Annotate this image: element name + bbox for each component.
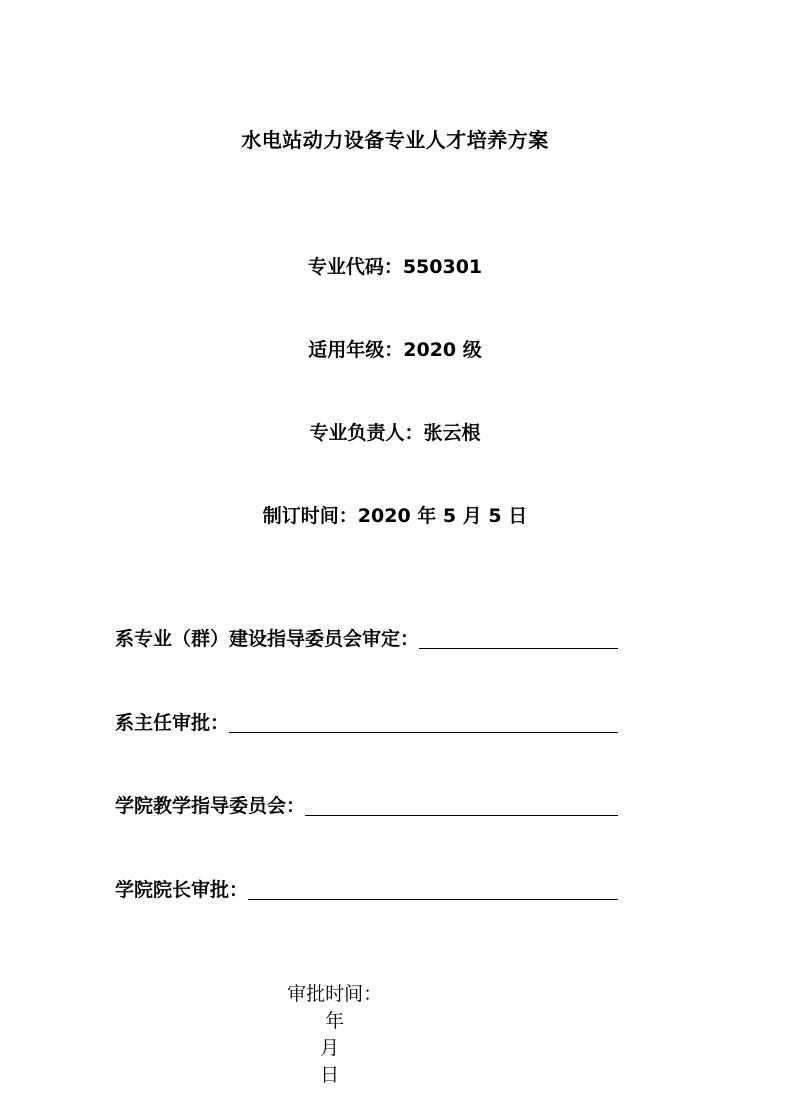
revision-date: 制订时间：2020 年 5 月 5 日 <box>262 505 528 527</box>
approval-date <box>263 957 382 1109</box>
signature-label: 系主任审批： <box>115 712 230 734</box>
signature-row-committee <box>115 624 618 651</box>
signature-label: 学院教学指导委员会： <box>115 795 306 817</box>
approval-date-label: 审批时间： <box>287 983 383 1005</box>
document-title: 水电站动力设备专业人才培养方案 <box>241 128 549 152</box>
approval-year: 年 <box>325 1010 345 1032</box>
major-lead: 专业负责人：张云根 <box>309 422 481 444</box>
signature-line <box>229 731 618 733</box>
approval-month: 月 <box>320 1037 340 1059</box>
signature-row-teaching-committee <box>115 791 618 818</box>
applicable-grade: 适用年级：2020 级 <box>308 339 482 361</box>
signature-line <box>419 647 618 649</box>
major-code: 专业代码：550301 <box>307 256 483 278</box>
signature-line <box>248 898 618 900</box>
signature-row-president <box>115 875 618 902</box>
signature-row-dept-head <box>115 708 618 735</box>
signature-label: 系专业（群）建设指导委员会审定： <box>115 628 420 650</box>
signature-line <box>305 814 618 816</box>
approval-day: 日 <box>320 1064 340 1086</box>
signature-label: 学院院长审批： <box>115 879 249 901</box>
